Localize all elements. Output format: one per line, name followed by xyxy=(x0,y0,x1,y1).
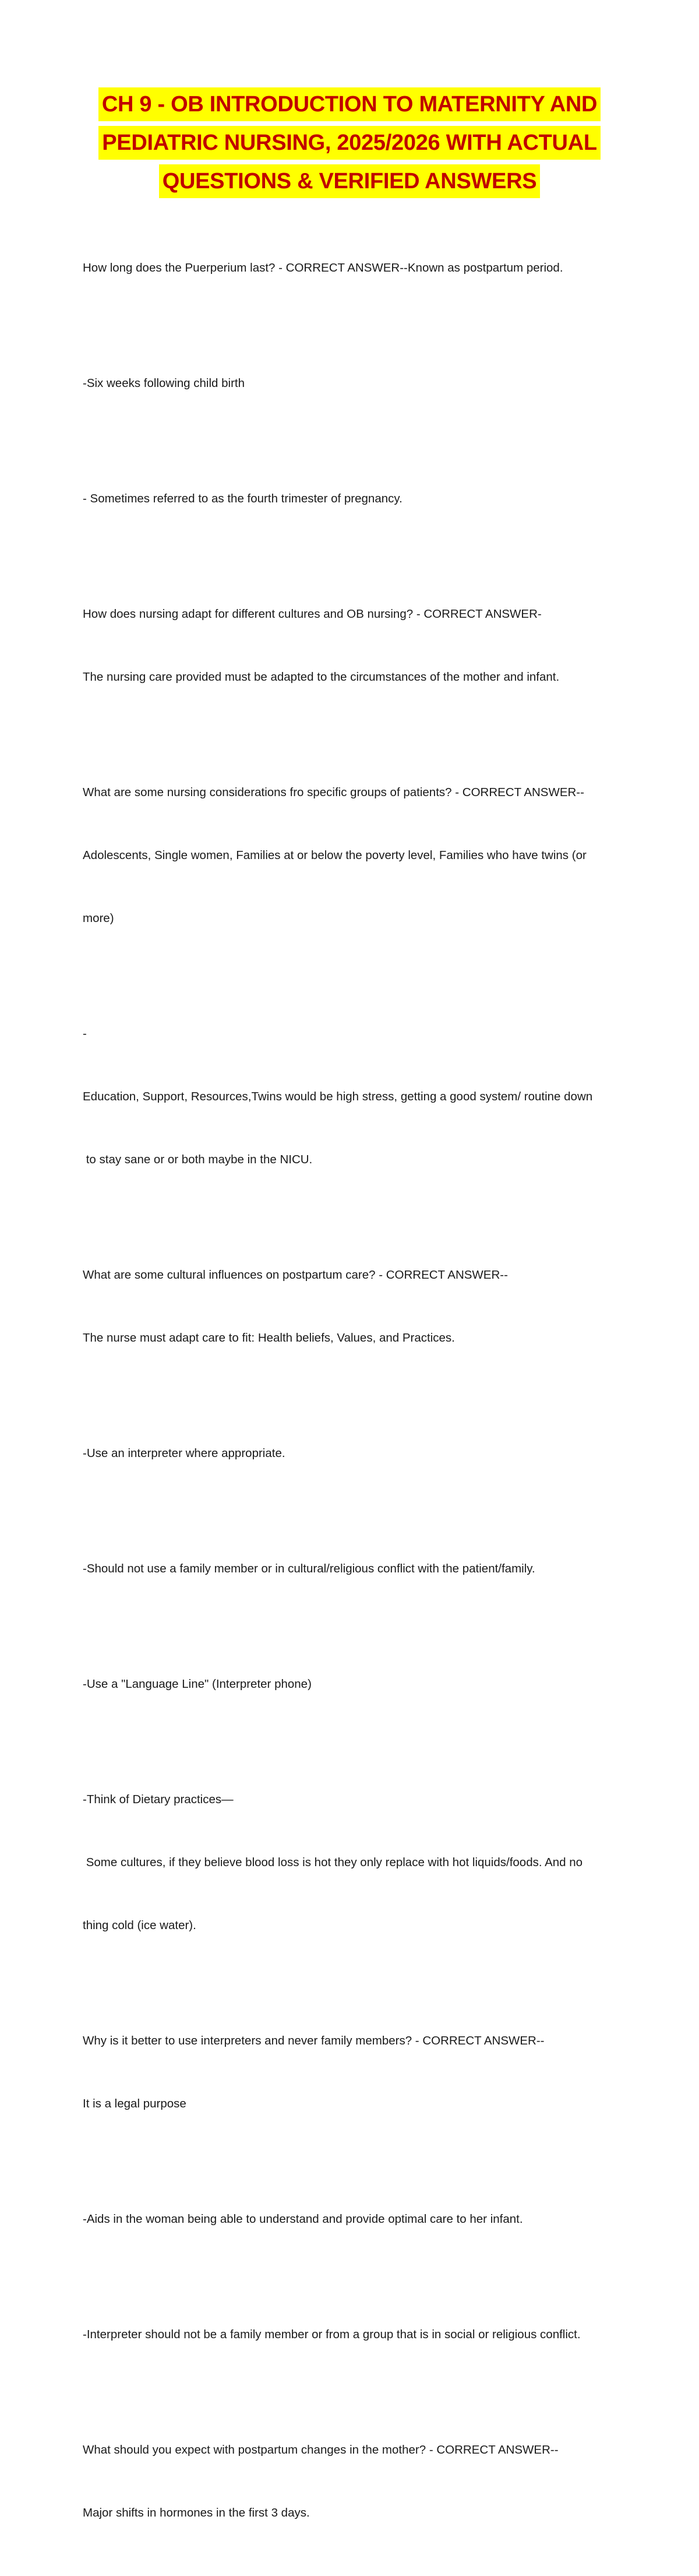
text-line: The nurse must adapt care to fit: Health beliefs, Values, and Practices. xyxy=(83,1331,455,1345)
qa-paragraph xyxy=(83,740,630,971)
qa-paragraph xyxy=(83,1223,630,1391)
title-line: QUESTIONS & VERIFIED ANSWERS xyxy=(159,164,541,198)
text-line: How does nursing adapt for different cultures and OB nursing? - CORRECT ANSWER- xyxy=(83,607,542,621)
qa-paragraph xyxy=(83,2282,630,2387)
title-line: PEDIATRIC NURSING, 2025/2026 WITH ACTUAL xyxy=(98,126,600,160)
qa-paragraph xyxy=(83,562,630,730)
text-line: Education, Support, Resources,Twins would be high stress, getting a good system/ routine down xyxy=(83,1090,593,1103)
text-line: - Sometimes referred to as the fourth trimester of pregnancy. xyxy=(83,492,403,505)
text-line: What are some nursing considerations fro specific groups of patients? - CORRECT ANSWER-- xyxy=(83,786,584,799)
text-line: -Think of Dietary practices— xyxy=(83,1793,234,1806)
qa-paragraph xyxy=(83,1989,630,2156)
text-line: more) xyxy=(83,912,114,925)
qa-paragraph xyxy=(83,446,630,551)
text-line: How long does the Puerperium last? - CORRECT ANSWER--Known as postpartum period. xyxy=(83,261,563,275)
text-line: Adolescents, Single women, Families at or below the poverty level, Families who have twins (or xyxy=(83,849,587,862)
text-line: Some cultures, if they believe blood loss is hot they only replace with hot liquids/foods. And no xyxy=(83,1856,583,1869)
text-line: It is a legal purpose xyxy=(83,2097,186,2110)
qa-paragraph xyxy=(83,1516,630,1621)
text-line: -Should not use a family member or in cultural/religious conflict with the patient/family. xyxy=(83,1562,535,1575)
qa-paragraph xyxy=(83,1632,630,1737)
text-line: -Six weeks following child birth xyxy=(83,376,245,390)
qa-paragraph xyxy=(83,1401,630,1506)
qa-paragraph xyxy=(83,2167,630,2272)
document-title xyxy=(82,87,617,203)
qa-paragraph xyxy=(83,2398,630,2566)
text-line: The nursing care provided must be adapted to the circumstances of the mother and infant. xyxy=(83,670,560,684)
text-line: Major shifts in hormones in the first 3 days. xyxy=(83,2506,310,2519)
text-line: to stay sane or or both maybe in the NICU. xyxy=(83,1153,313,1166)
qa-paragraph xyxy=(83,1747,630,1978)
document-body xyxy=(83,216,630,2576)
text-line: -Use an interpreter where appropriate. xyxy=(83,1447,285,1460)
text-line: -Interpreter should not be a family member or from a group that is in social or religious conflict. xyxy=(83,2328,581,2341)
qa-paragraph xyxy=(83,331,630,436)
text-line: Why is it better to use interpreters and never family members? - CORRECT ANSWER-- xyxy=(83,2034,545,2047)
text-line: What should you expect with postpartum changes in the mother? - CORRECT ANSWER-- xyxy=(83,2443,559,2457)
title-line: CH 9 - OB INTRODUCTION TO MATERNITY AND xyxy=(98,87,601,121)
text-line: - xyxy=(83,1027,87,1040)
qa-paragraph xyxy=(83,216,630,321)
text-line: thing cold (ice water). xyxy=(83,1919,196,1932)
text-line: -Aids in the woman being able to understand and provide optimal care to her infant. xyxy=(83,2212,523,2226)
text-line: -Use a "Language Line" (Interpreter phone) xyxy=(83,1677,312,1691)
qa-paragraph xyxy=(83,981,630,1212)
text-line: What are some cultural influences on postpartum care? - CORRECT ANSWER-- xyxy=(83,1268,508,1282)
